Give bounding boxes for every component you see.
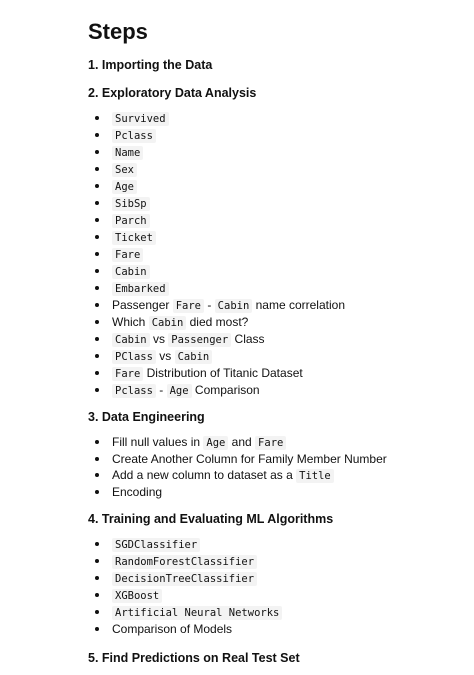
list-item bbox=[112, 382, 458, 399]
inline-code: SibSp bbox=[112, 197, 150, 211]
inline-code: Cabin bbox=[112, 265, 150, 279]
inline-code: Pclass bbox=[112, 384, 156, 398]
section-heading: 4. Training and Evaluating ML Algorithms bbox=[88, 512, 334, 526]
item-text: Distribution of Titanic Dataset bbox=[143, 366, 303, 380]
list-item bbox=[112, 348, 458, 365]
inline-code: Sex bbox=[112, 163, 137, 177]
section-heading: 2. Exploratory Data Analysis bbox=[88, 86, 257, 100]
list-item bbox=[112, 331, 458, 348]
section-3 bbox=[88, 408, 458, 500]
section-4 bbox=[88, 510, 458, 637]
section-5 bbox=[88, 649, 458, 667]
item-text: - bbox=[204, 298, 215, 312]
page-title: Steps bbox=[88, 19, 148, 44]
steps-sections bbox=[88, 56, 458, 667]
item-text: vs bbox=[155, 349, 175, 363]
list-item bbox=[112, 195, 458, 212]
list-item bbox=[112, 297, 458, 314]
list-item bbox=[112, 246, 458, 263]
inline-code: Age bbox=[167, 384, 192, 398]
list-item bbox=[112, 451, 458, 467]
inline-code: Artificial Neural Networks bbox=[112, 606, 282, 620]
inline-code: Age bbox=[112, 180, 137, 194]
list-item bbox=[112, 263, 458, 280]
inline-code: DecisionTreeClassifier bbox=[112, 572, 257, 586]
section-heading: 3. Data Engineering bbox=[88, 410, 205, 424]
item-text: name correlation bbox=[252, 298, 345, 312]
inline-code: Passenger bbox=[168, 333, 231, 347]
inline-code: Ticket bbox=[112, 231, 156, 245]
inline-code: Cabin bbox=[175, 350, 213, 364]
inline-code: Survived bbox=[112, 112, 169, 126]
section-heading: 5. Find Predictions on Real Test Set bbox=[88, 651, 300, 665]
inline-code: Cabin bbox=[149, 316, 187, 330]
list-item bbox=[112, 604, 458, 621]
item-text: Passenger bbox=[112, 298, 173, 312]
inline-code: RandomForestClassifier bbox=[112, 555, 257, 569]
item-text: - bbox=[155, 383, 167, 397]
list-item bbox=[112, 365, 458, 382]
list-item bbox=[112, 553, 458, 570]
inline-code: Name bbox=[112, 146, 143, 160]
inline-code: Cabin bbox=[112, 333, 150, 347]
inline-code: Pclass bbox=[112, 129, 156, 143]
inline-code: Fare bbox=[173, 299, 204, 313]
list-item bbox=[112, 536, 458, 553]
item-text: vs bbox=[149, 332, 169, 346]
document-content bbox=[88, 18, 458, 675]
inline-code: Parch bbox=[112, 214, 150, 228]
bullet-list bbox=[88, 536, 458, 637]
list-item bbox=[112, 280, 458, 297]
inline-code: Embarked bbox=[112, 282, 169, 296]
list-item bbox=[112, 212, 458, 229]
list-item bbox=[112, 178, 458, 195]
section-heading: 1. Importing the Data bbox=[88, 58, 213, 72]
list-item bbox=[112, 621, 458, 637]
bullet-list bbox=[88, 110, 458, 399]
item-text: Comparison of Models bbox=[112, 622, 233, 636]
item-text: Which bbox=[112, 315, 149, 329]
inline-code: Title bbox=[296, 469, 334, 483]
item-text: Create Another Column for Family Member Number bbox=[112, 452, 387, 466]
section-2 bbox=[88, 84, 458, 399]
list-item bbox=[112, 229, 458, 246]
list-item bbox=[112, 570, 458, 587]
list-item bbox=[112, 161, 458, 178]
item-text: Comparison bbox=[191, 383, 260, 397]
list-item bbox=[112, 144, 458, 161]
item-text: Class bbox=[231, 332, 265, 346]
inline-code: Fare bbox=[112, 367, 143, 381]
list-item bbox=[112, 484, 458, 500]
inline-code: SGDClassifier bbox=[112, 538, 200, 552]
inline-code: PClass bbox=[112, 350, 156, 364]
inline-code: Age bbox=[203, 436, 228, 450]
list-item bbox=[112, 127, 458, 144]
list-item bbox=[112, 110, 458, 127]
bullet-list bbox=[88, 434, 458, 500]
list-item bbox=[112, 587, 458, 604]
inline-code: Fare bbox=[255, 436, 286, 450]
item-text: and bbox=[228, 435, 256, 449]
inline-code: Cabin bbox=[215, 299, 253, 313]
item-text: died most? bbox=[186, 315, 249, 329]
list-item bbox=[112, 467, 458, 484]
item-text: Encoding bbox=[112, 485, 163, 499]
item-text: Fill null values in bbox=[112, 435, 204, 449]
item-text: Add a new column to dataset as a bbox=[112, 468, 297, 482]
list-item bbox=[112, 314, 458, 331]
section-1 bbox=[88, 56, 458, 74]
inline-code: Fare bbox=[112, 248, 143, 262]
list-item bbox=[112, 434, 458, 451]
inline-code: XGBoost bbox=[112, 589, 162, 603]
